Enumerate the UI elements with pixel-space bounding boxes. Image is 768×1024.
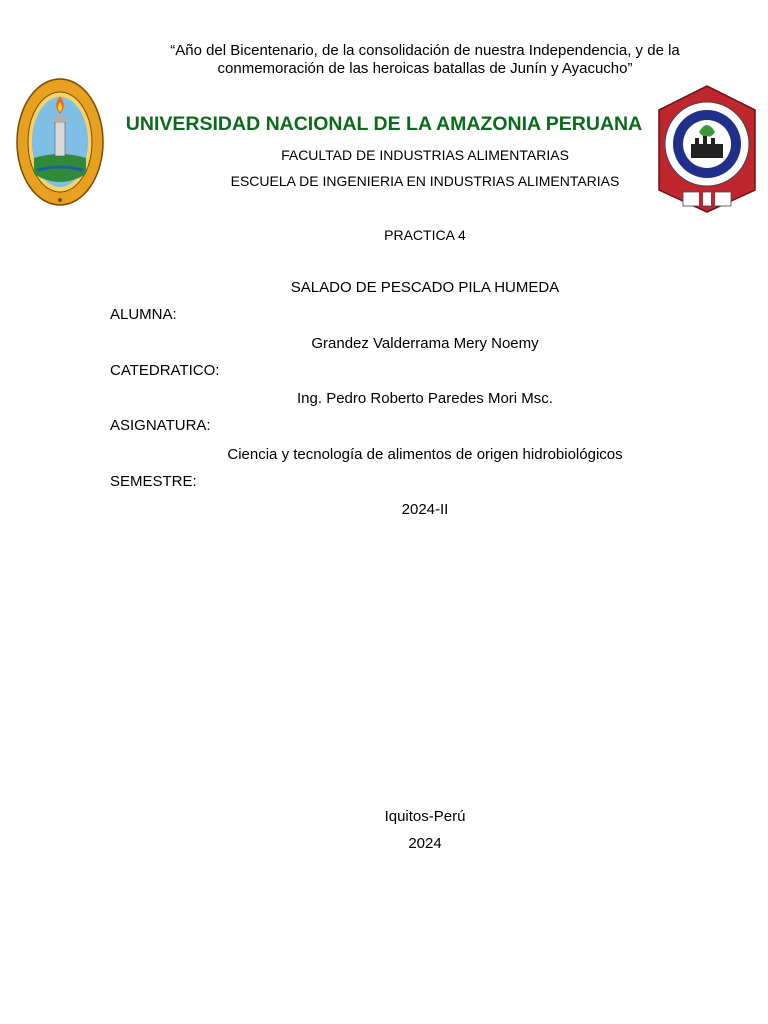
course-label: ASIGNATURA: xyxy=(110,417,211,434)
semester-value: 2024-II xyxy=(401,501,449,518)
faculty-name: FACULTAD DE INDUSTRIAS ALIMENTARIAS xyxy=(281,147,569,163)
unap-seal-logo xyxy=(16,78,104,206)
student-name: Grandez Valderrama Mery Noemy xyxy=(311,335,539,352)
course-name: Ciencia y tecnología de alimentos de origen hidrobiológicos xyxy=(227,446,623,463)
student-label: ALUMNA: xyxy=(110,306,177,323)
professor-label: CATEDRATICO: xyxy=(110,362,220,379)
practice-topic: SALADO DE PESCADO PILA HUMEDA xyxy=(290,279,560,296)
year-motto: “Año del Bicentenario, de la consolidación de nuestra Independencia, y de la conmemoración de las heroicas batallas de Junín y Ayacucho” xyxy=(170,42,680,77)
professor-name: Ing. Pedro Roberto Paredes Mori Msc. xyxy=(297,390,553,407)
practice-number: PRACTICA 4 xyxy=(384,227,466,243)
semester-label: SEMESTRE: xyxy=(110,473,197,490)
document-year: 2024 xyxy=(408,835,442,852)
place: Iquitos-Perú xyxy=(384,808,466,825)
school-name: ESCUELA DE INGENIERIA EN INDUSTRIAS ALIMENTARIAS xyxy=(230,173,620,189)
university-name: UNIVERSIDAD NACIONAL DE LA AMAZONIA PERUANA xyxy=(125,113,643,135)
